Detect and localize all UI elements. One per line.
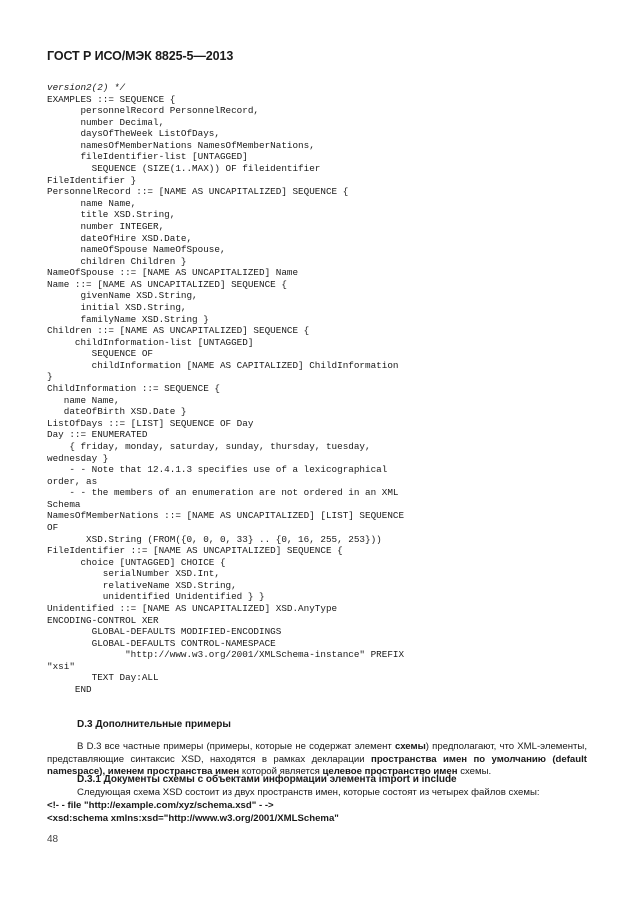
para-bold-schema: схемы — [394, 741, 426, 752]
code-line: wednesday } — [47, 452, 109, 464]
code-line: - - the members of an enumeration are not ordered in an XML — [47, 487, 399, 499]
xml-comment-line: <!- - file "http://example.com/xyz/schema.xsd" - -> — [47, 800, 274, 811]
code-line: "http://www.w3.org/2001/XMLSchema-instance" PREFIX — [47, 649, 405, 661]
xml-schema-open-line: <xsd:schema xmlns:xsd="http://www.w3.org/2001/XMLSchema" — [47, 813, 339, 824]
code-line: ChildInformation ::= SEQUENCE { — [47, 383, 220, 395]
code-line: NamesOfMemberNations ::= [NAME AS UNCAPITALIZED] [LIST] SEQUENCE — [47, 510, 405, 522]
code-line: choice [UNTAGGED] CHOICE { — [47, 556, 226, 568]
asn1-code-block — [47, 82, 607, 696]
code-line: number Decimal, — [47, 116, 165, 128]
code-line: givenName XSD.String, — [47, 290, 198, 302]
code-line: childInformation [NAME AS CAPITALIZED] ChildInformation — [47, 359, 399, 371]
code-line: GLOBAL-DEFAULTS MODIFIED-ENCODINGS — [47, 626, 282, 638]
code-line: END — [47, 684, 92, 696]
code-line: namesOfMemberNations NamesOfMemberNations, — [47, 139, 315, 151]
code-line: serialNumber XSD.Int, — [47, 568, 220, 580]
code-line: Children ::= [NAME AS UNCAPITALIZED] SEQUENCE { — [47, 325, 310, 337]
code-line: TEXT Day:ALL — [47, 672, 159, 684]
para-text-2: ) предполагают, что XML-элементы, представляющие синтаксис XSD, находятся в рамках декларации — [47, 741, 587, 765]
code-line: } — [47, 371, 53, 383]
code-line: EXAMPLES ::= SEQUENCE { — [47, 93, 176, 105]
code-line: - - Note that 12.4.1.3 specifies use of a lexicographical — [47, 464, 388, 476]
para-text-1: В D.3 все частные примеры (примеры, которые не содержат элемент — [77, 741, 395, 752]
code-line: Schema — [47, 498, 81, 510]
code-line: Name ::= [NAME AS UNCAPITALIZED] SEQUENCE { — [47, 278, 287, 290]
code-line: unidentified Unidentified } } — [47, 591, 265, 603]
code-line: childInformation-list [UNTAGGED] — [47, 336, 254, 348]
section-d31-heading: D.3.1 Документы схемы с объектами информации элемента import и include — [77, 774, 457, 785]
code-line: title XSD.String, — [47, 209, 176, 221]
code-line: OF — [47, 521, 59, 533]
code-line: name Name, — [47, 197, 137, 209]
code-line: nameOfSpouse NameOfSpouse, — [47, 244, 226, 256]
code-line: number INTEGER, — [47, 220, 165, 232]
code-line: daysOfTheWeek ListOfDays, — [47, 128, 220, 140]
code-line: version2(2) */ — [47, 82, 126, 93]
code-line: name Name, — [47, 394, 120, 406]
code-line: Day ::= ENUMERATED — [47, 429, 148, 441]
code-line: familyName XSD.String } — [47, 313, 209, 325]
code-line: fileIdentifier-list [UNTAGGED] — [47, 151, 248, 163]
code-line: XSD.String (FROM({0, 0, 0, 33} .. {0, 16, 255, 253})) — [47, 533, 382, 545]
code-line: FileIdentifier ::= [NAME AS UNCAPITALIZED] SEQUENCE { — [47, 545, 343, 557]
code-line: ENCODING-CONTROL XER — [47, 614, 159, 626]
section-d31-intro: Следующая схема XSD состоит из двух пространств имен, которые состоят из четырех файлов схемы: — [77, 787, 540, 798]
page-number: 48 — [47, 834, 59, 845]
para-bold-target-namespace: целевое пространство имен — [322, 766, 458, 778]
code-line: dateOfBirth XSD.Date } — [47, 406, 187, 418]
code-line: FileIdentifier } — [47, 174, 137, 186]
code-line: dateOfHire XSD.Date, — [47, 232, 193, 244]
code-line: SEQUENCE OF — [47, 348, 154, 360]
code-line: ListOfDays ::= [LIST] SEQUENCE OF Day — [47, 417, 254, 429]
code-line: personnelRecord PersonnelRecord, — [47, 105, 260, 117]
code-line: { friday, monday, saturday, sunday, thursday, tuesday, — [47, 440, 371, 452]
para-text-3: которой является — [239, 766, 323, 778]
code-line: SEQUENCE (SIZE(1..MAX)) OF fileidentifier — [47, 163, 321, 175]
standard-title: ГОСТ Р ИСО/МЭК 8825-5—2013 — [47, 49, 234, 63]
code-line: initial XSD.String, — [47, 301, 187, 313]
code-line: GLOBAL-DEFAULTS CONTROL-NAMESPACE — [47, 637, 276, 649]
code-line: children Children } — [47, 255, 187, 267]
para-text-4: схемы. — [457, 766, 492, 778]
para-bold-default-namespace: пространства имен по умолчанию (default namespace), именем пространства имен — [47, 753, 587, 778]
section-d3-heading: D.3 Дополнительные примеры — [77, 719, 231, 730]
code-line: order, as — [47, 475, 98, 487]
code-line: relativeName XSD.String, — [47, 579, 237, 591]
code-line: Unidentified ::= [NAME AS UNCAPITALIZED] XSD.AnyType — [47, 603, 338, 615]
code-line: "xsi" — [47, 660, 75, 672]
code-line: PersonnelRecord ::= [NAME AS UNCAPITALIZED] SEQUENCE { — [47, 186, 349, 198]
code-line: NameOfSpouse ::= [NAME AS UNCAPITALIZED] Name — [47, 267, 299, 279]
